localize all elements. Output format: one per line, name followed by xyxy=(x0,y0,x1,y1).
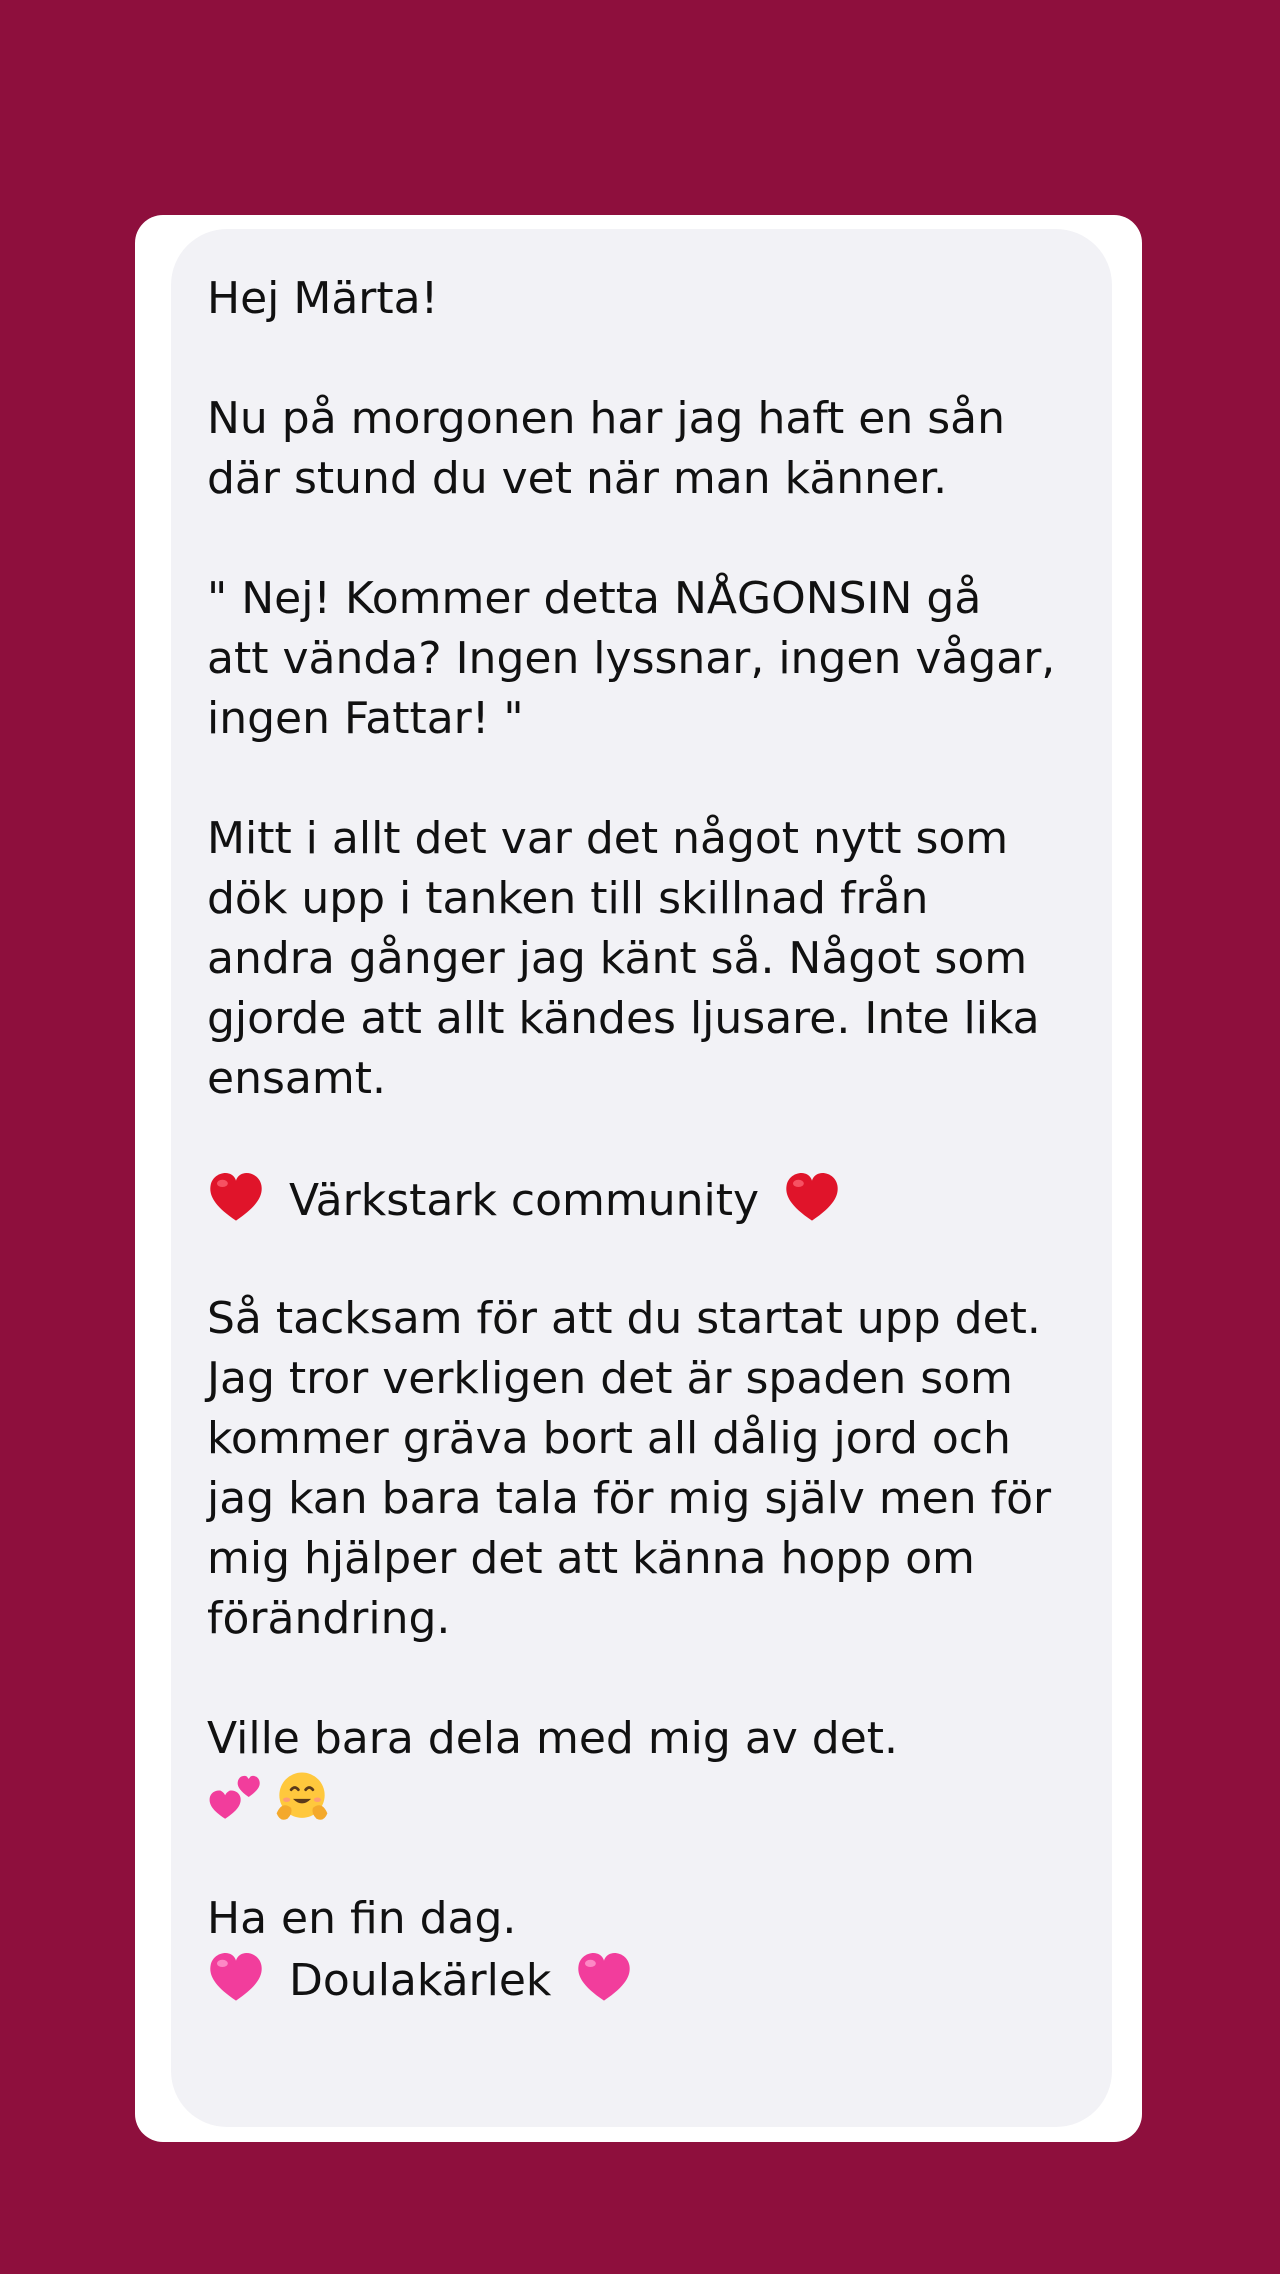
signature-line xyxy=(207,1949,1078,2009)
signature-text: Doulakärlek xyxy=(289,1955,552,2006)
share-paragraph xyxy=(207,1709,1078,1829)
two-hearts-icon xyxy=(207,1769,265,1825)
text-line: jag kan bara tala för mig själv men för xyxy=(207,1473,1052,1524)
red-heart-icon xyxy=(783,1169,841,1225)
text-line: Mitt i allt det var det något nytt som xyxy=(207,813,1009,864)
text-line: där stund du vet när man känner. xyxy=(207,453,948,504)
community-text: Värkstark community xyxy=(289,1175,760,1226)
closing-text: Ha en fin dag. xyxy=(207,1893,517,1944)
text-line: ensamt. xyxy=(207,1053,386,1104)
text-line: mig hjälper det att känna hopp om xyxy=(207,1533,975,1584)
quote-paragraph xyxy=(207,569,1078,749)
share-text: Ville bara dela med mig av det. xyxy=(207,1713,899,1764)
gratitude-paragraph xyxy=(207,1289,1078,1649)
text-line: Jag tror verkligen det är spaden som xyxy=(207,1353,1013,1404)
text-line: dök upp i tanken till skillnad från xyxy=(207,873,929,924)
thought-paragraph xyxy=(207,809,1078,1109)
text-line: kommer gräva bort all dålig jord och xyxy=(207,1413,1011,1464)
text-line: andra gånger jag känt så. Något som xyxy=(207,933,1028,984)
text-line: Så tacksam för att du startat upp det. xyxy=(207,1293,1041,1344)
message-card xyxy=(135,215,1142,2142)
hugging-face-icon xyxy=(273,1769,331,1825)
text-line: " Nej! Kommer detta NÅGONSIN gå xyxy=(207,573,982,624)
community-paragraph xyxy=(207,1169,1078,1229)
text-line: Nu på morgonen har jag haft en sån xyxy=(207,393,1005,444)
text-line: ingen Fattar! " xyxy=(207,693,524,744)
greeting-paragraph xyxy=(207,269,1078,329)
pink-heart-icon xyxy=(575,1949,633,2005)
message-bubble[interactable] xyxy=(171,229,1112,2127)
text-line: förändring. xyxy=(207,1593,451,1644)
closing-paragraph xyxy=(207,1889,1078,2009)
morning-paragraph xyxy=(207,389,1078,509)
text-line: gjorde att allt kändes ljusare. Inte lika xyxy=(207,993,1040,1044)
red-heart-icon xyxy=(207,1169,265,1225)
greeting-text: Hej Märta! xyxy=(207,273,439,324)
community-line xyxy=(207,1169,1078,1229)
text-line: att vända? Ingen lyssnar, ingen vågar, xyxy=(207,633,1056,684)
emoji-line xyxy=(207,1769,1078,1829)
pink-heart-icon xyxy=(207,1949,265,2005)
